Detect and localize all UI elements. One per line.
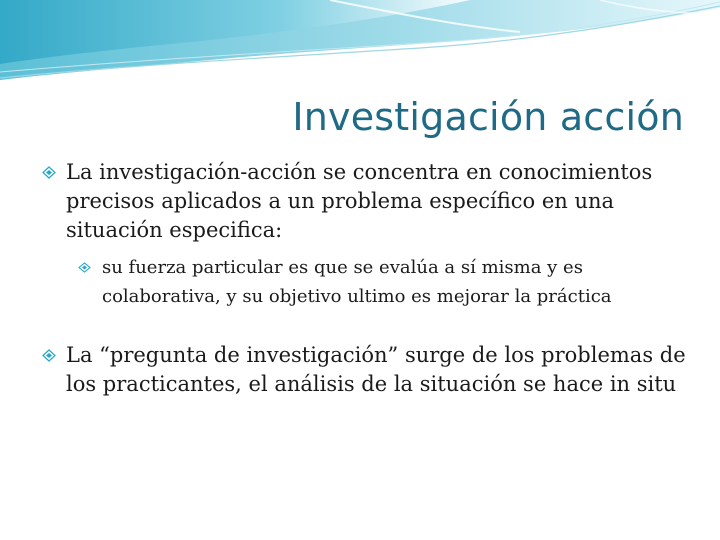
sub-bullet-item [78, 253, 692, 311]
spacer [42, 311, 692, 341]
header-wave-decoration [0, 0, 720, 90]
bullet-marker-icon [42, 166, 56, 179]
bullet-text: La “pregunta de investigación” surge de los problemas de los practicantes, el análisis de la situación se hace in situ [66, 343, 686, 396]
bullet-text: La investigación-acción se concentra en conocimientos precisos aplicados a un problema específico en una situación especifica: [66, 160, 653, 242]
slide-content [42, 158, 692, 399]
sub-bullet-text: su fuerza particular es que se evalúa a sí misma y es colaborativa, y su objetivo ultimo es mejorar la práctica [102, 257, 612, 307]
bullet-marker-icon [42, 349, 56, 362]
bullet-item [42, 158, 692, 245]
bullet-item [42, 341, 692, 399]
slide-title: Investigación acción [292, 95, 684, 139]
sub-bullet-marker-icon [78, 262, 91, 273]
